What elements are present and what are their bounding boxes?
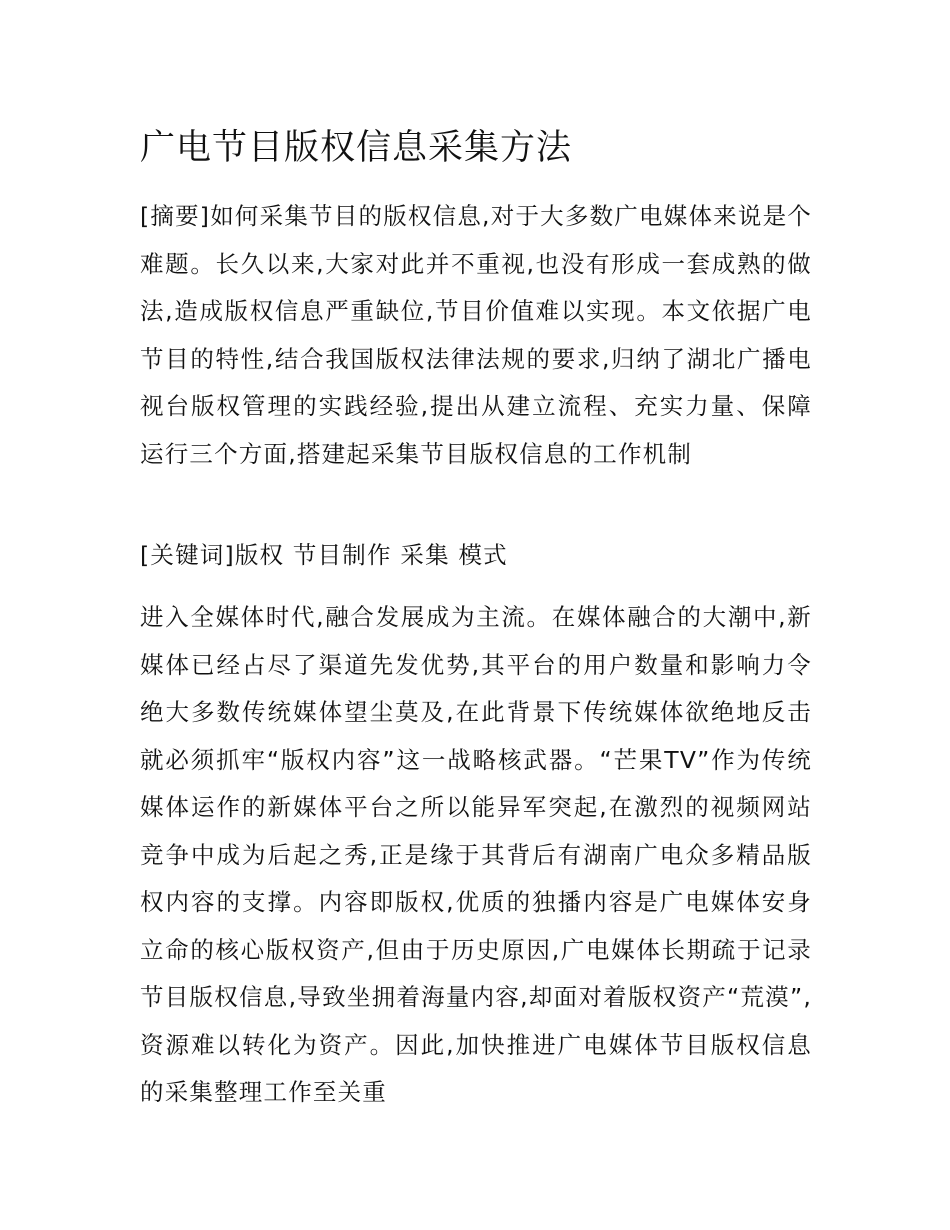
document-title: 广电节目版权信息采集方法: [140, 128, 573, 168]
abstract-paragraph: [摘要]如何采集节目的版权信息,对于大多数广电媒体来说是个难题。长久以来,大家对此并不重视,也没有形成一套成熟的做法,造成版权信息严重缺位,节目价值难以实现。本文依据广电节目的特性,结合我国版权法律法规的要求,归纳了湖北广播电视台版权管理的实践经验,提出从建立流程、充实力量、保障运行三个方面,搭建起采集节目版权信息的工作机制: [140, 202, 812, 468]
keywords-line: [关键词]版权 节目制作 采集 模式: [140, 541, 508, 569]
body-paragraph: 进入全媒体时代,融合发展成为主流。在媒体融合的大潮中,新媒体已经占尽了渠道先发优势,其平台的用户数量和影响力令绝大多数传统媒体望尘莫及,在此背景下传统媒体欲绝地反击就必须抓牢“版权内容”这一战略核武器。“芒果TV”作为传统媒体运作的新媒体平台之所以能异军突起,在激烈的视频网站竞争中成为后起之秀,正是缘于其背后有湖南广电众多精品版权内容的支撑。内容即版权,优质的独播内容是广电媒体安身立命的核心版权资产,但由于历史原因,广电媒体长期疏于记录节目版权信息,导致坐拥着海量内容,却面对着版权资产“荒漠”,资源难以转化为资产。因此,加快推进广电媒体节目版权信息的采集整理工作至关重: [140, 603, 812, 1106]
